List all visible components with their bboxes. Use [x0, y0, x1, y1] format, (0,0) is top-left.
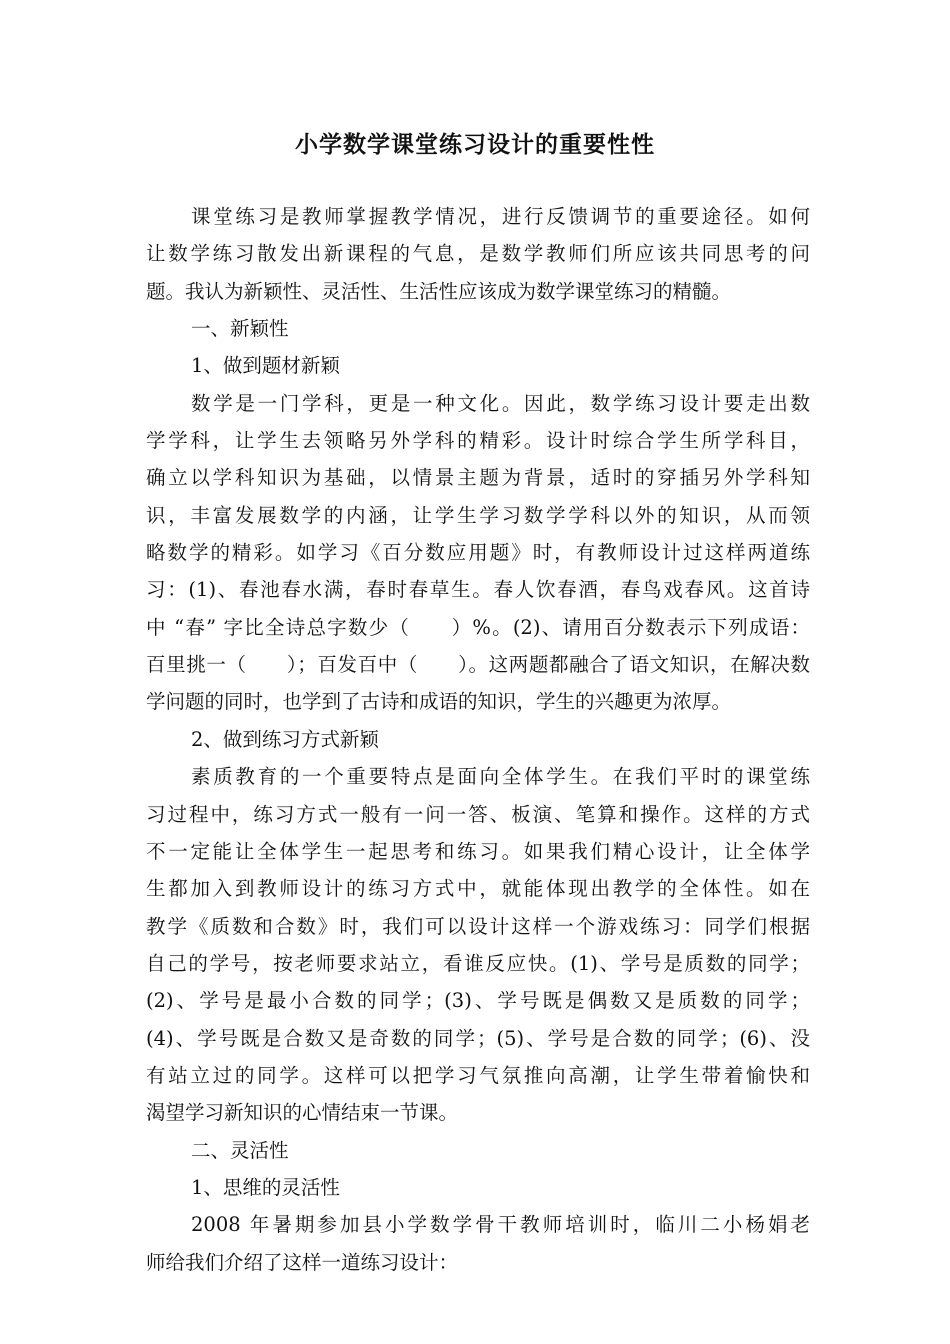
paragraph-line: 习过程中，练习方式一般有一问一答、板演、笔算和操作。这样的方式 — [146, 802, 810, 826]
paragraph-line: 教学《质数和合数》时，我们可以设计这样一个游戏练习：同学们根据 — [146, 914, 810, 938]
paragraph-line: (4)、学号既是合数又是奇数的同学；(5)、学号是合数的同学；(6)、没 — [146, 1026, 810, 1050]
paragraph-line: 课堂练习是教师掌握教学情况，进行反馈调节的重要途径。如何 — [191, 205, 810, 228]
document-body — [146, 198, 810, 1281]
paragraph-line: 让数学练习散发出新课程的气息，是数学教师们所应该共同思考的问 — [146, 242, 810, 266]
subsection-heading: 2、做到练习方式新颖 — [191, 727, 379, 751]
paragraph-line: 学学科，让学生去领略另外学科的精彩。设计时综合学生所学科目， — [146, 429, 810, 453]
paragraph-line: 师给我们介绍了这样一道练习设计： — [146, 1250, 459, 1274]
paragraph-line: 渴望学习新知识的心情结束一节课。 — [146, 1101, 459, 1125]
paragraph-line: 生都加入到教师设计的练习方式中，就能体现出教学的全体性。如在 — [146, 877, 810, 901]
section-heading: 一、新颖性 — [191, 317, 289, 341]
paragraph-line: 确立以学科知识为基础，以情景主题为背景，适时的穿插另外学科知 — [146, 466, 810, 490]
paragraph-line: 数学是一门学科，更是一种文化。因此，数学练习设计要走出数 — [191, 391, 810, 415]
paragraph-line: 百里挑一（ ）；百发百中（ ）。这两题都融合了语文知识，在解决数 — [146, 653, 810, 677]
paragraph-line: (2)、学号是最小合数的同学；(3)、学号既是偶数又是质数的同学； — [146, 989, 810, 1013]
paragraph-line: 不一定能让全体学生一起思考和练习。如果我们精心设计，让全体学 — [146, 839, 810, 863]
section-heading: 二、灵活性 — [191, 1138, 289, 1162]
subsection-heading: 1、做到题材新颖 — [191, 354, 340, 378]
paragraph-line: 中 “春” 字比全诗总字数少（ ）%。(2)、请用百分数表示下列成语： — [146, 615, 810, 639]
paragraph-line: 习：(1)、春池春水满，春时春草生。春人饮春酒，春鸟戏春风。这首诗 — [146, 578, 810, 602]
paragraph-line: 学问题的同时，也学到了古诗和成语的知识，学生的兴趣更为浓厚。 — [146, 690, 732, 714]
subsection-heading: 1、思维的灵活性 — [191, 1175, 340, 1199]
paragraph-line: 有站立过的同学。这样可以把学习气氛推向高潮，让学生带着愉快和 — [146, 1063, 810, 1087]
paragraph-line: 2008 年暑期参加县小学数学骨干教师培训时，临川二小杨娟老 — [191, 1213, 810, 1237]
paragraph-line: 略数学的精彩。如学习《百分数应用题》时，有教师设计过这样两道练 — [146, 541, 810, 565]
paragraph-line: 识，丰富发展数学的内涵，让学生学习数学学科以外的知识，从而领 — [146, 503, 810, 527]
paragraph-line: 题。我认为新颖性、灵活性、生活性应该成为数学课堂练习的精髓。 — [146, 279, 732, 303]
paragraph-line: 自己的学号，按老师要求站立，看谁反应快。(1)、学号是质数的同学； — [146, 951, 810, 975]
paragraph-line: 素质教育的一个重要特点是面向全体学生。在我们平时的课堂练 — [191, 765, 810, 789]
document-title: 小学数学课堂练习设计的重要性性 — [295, 132, 655, 158]
